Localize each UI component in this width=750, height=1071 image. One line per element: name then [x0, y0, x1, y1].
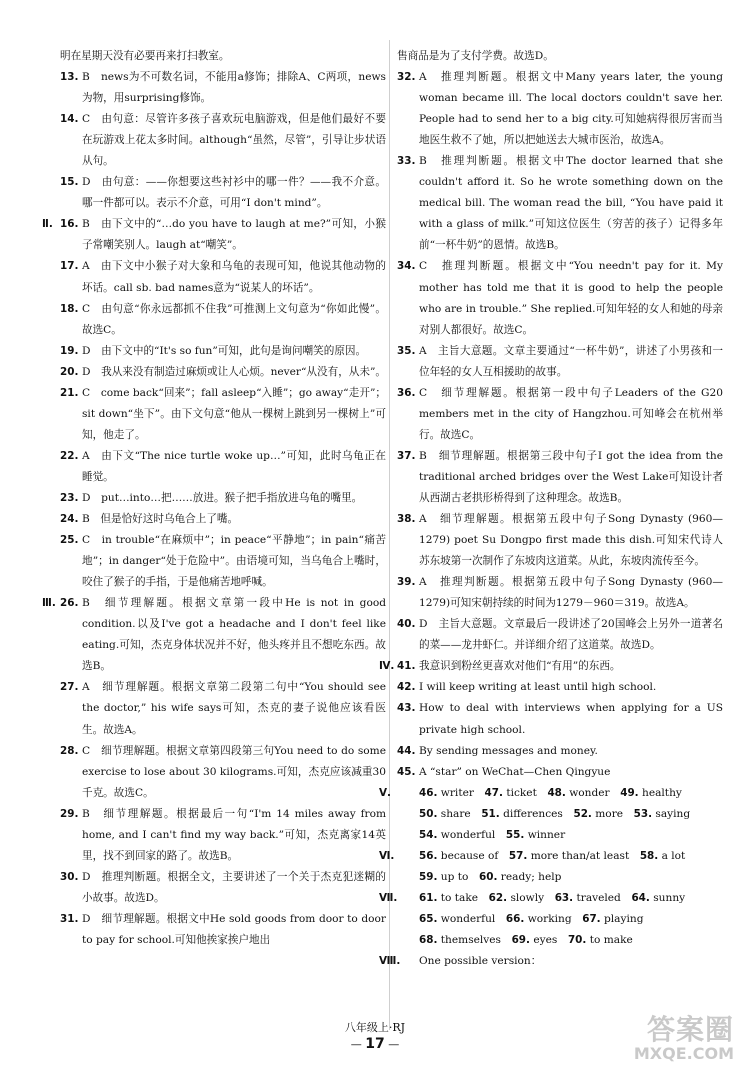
question-number: 57. — [508, 849, 528, 862]
question-number: 29. — [60, 807, 79, 820]
answer-word: to take — [440, 891, 479, 904]
watermark-logo — [598, 1008, 738, 1066]
answer-word: a lot — [661, 849, 686, 862]
vocab-row — [379, 951, 723, 972]
question-number: 66. — [505, 912, 525, 925]
answer-entry — [379, 656, 723, 677]
question-number: 55. — [505, 828, 525, 841]
answer-word: playing — [604, 912, 644, 925]
question-number: 65. — [419, 912, 438, 925]
answer-text: 售商品是为了支付学费。故选D。 — [397, 50, 554, 62]
answer-entry — [60, 299, 386, 341]
question-number: 49. — [620, 786, 639, 799]
answer-text: C 由句意“你永远都抓不住我”可推测上文句意为“你如此慢”。故选C。 — [82, 302, 386, 336]
answer-word: sunny — [653, 891, 686, 904]
question-number: 46. — [419, 786, 438, 799]
answer-entry — [397, 762, 723, 783]
vocab-row — [379, 783, 723, 804]
answer-word: share — [440, 807, 471, 820]
question-number: 23. — [60, 491, 79, 504]
answer-entry — [60, 867, 386, 909]
answer-word: saying — [655, 807, 691, 820]
answer-text: A 由下文中小猴子对大象和乌龟的表现可知，他说其他动物的坏话。call sb. bad names意为“说某人的坏话”。 — [82, 260, 386, 294]
answer-entry — [42, 214, 386, 256]
question-number: 47. — [484, 786, 503, 799]
answer-word: wonderful — [440, 828, 496, 841]
question-number: 36. — [397, 386, 416, 399]
answer-word: eyes — [533, 933, 558, 946]
question-number: 52. — [573, 807, 592, 820]
answer-entry — [60, 509, 386, 530]
vocab-block — [379, 783, 723, 972]
answer-text: D 推理判断题。根据全文，主要讲述了一个关于杰克犯迷糊的小故事。故选D。 — [82, 870, 386, 904]
answer-word: more than/at least — [530, 849, 630, 862]
question-number: 56. — [419, 849, 438, 862]
dash-right: — — [388, 1038, 400, 1051]
question-number: 21. — [60, 386, 79, 399]
question-number: 24. — [60, 513, 79, 526]
answer-word: ticket — [506, 786, 537, 799]
answer-entry — [60, 256, 386, 298]
answer-entry — [397, 741, 723, 762]
answer-text: I will keep writing at least until high school. — [419, 681, 657, 694]
answer-word: writer — [440, 786, 474, 799]
question-number: 22. — [60, 449, 79, 462]
question-number: 44. — [397, 744, 416, 757]
answer-word: working — [527, 912, 572, 925]
section-numeral: Ⅱ. — [42, 218, 53, 231]
answer-word: themselves — [440, 933, 501, 946]
answer-word: winner — [527, 828, 566, 841]
question-number: 62. — [488, 891, 508, 904]
question-number: 15. — [60, 176, 79, 189]
section-numeral: Ⅳ. — [379, 660, 395, 673]
answer-entry — [397, 151, 723, 256]
answer-word: healthy — [642, 786, 682, 799]
answer-text: B 由下文中的“…do you have to laugh at me?”可知，小猴子常嘲笑别人。laugh at“嘲笑”。 — [82, 218, 386, 252]
answer-word: up to — [440, 870, 469, 883]
question-number: 19. — [60, 344, 79, 357]
answer-entry — [397, 67, 723, 151]
answer-entry — [60, 172, 386, 214]
answer-text: A 主旨大意题。文章主要通过“一杯牛奶”，讲述了小男孩和一位年轻的女人互相援助的故事。 — [419, 344, 723, 378]
answer-word: wonder — [569, 786, 610, 799]
answer-text: A 细节理解题。根据第五段中句子Song Dynasty (960—1279) poet Su Dongpo first made this dish.可知宋代诗人苏东坡第一次制作了东坡肉这道菜。从此，东坡肉流传至今。 — [419, 513, 723, 568]
answer-entry — [397, 256, 723, 340]
question-number: 69. — [511, 933, 530, 946]
answer-text: B 细节理解题。根据最后一句“I'm 14 miles away from home, and I can't find my way back.”可知，杰克离家14英里，找不到回家的路了。故选B。 — [82, 807, 386, 862]
answer-text: A 推理判断题。根据文中Many years later, the young woman became ill. The local doctors couldn't save her. People had to send her to a big city.可知她病得很厉害而当地医生救不了她，所以把她送去大城市医治，故选A。 — [419, 71, 723, 147]
answer-entry — [60, 804, 386, 867]
answer-text: B 细节理解题。根据第三段中句子I got the idea from the traditional arched bridges over the West Lake可知设计者从西湖古老拱形桥得到了这种理念。故选B。 — [419, 449, 723, 504]
dash-left: — — [350, 1038, 362, 1051]
answer-text: C 细节理解题。根据第一段中句子Leaders of the G20 members met in the city of Hangzhou.可知峰会在杭州举行。故选C。 — [419, 386, 723, 441]
vocab-row — [379, 888, 723, 909]
question-number: 53. — [633, 807, 653, 820]
answer-entry — [397, 446, 723, 509]
question-number: 67. — [582, 912, 601, 925]
question-number: 30. — [60, 870, 79, 883]
question-number: 39. — [397, 576, 416, 589]
answer-text: A 推理判断题。根据第五段中句子Song Dynasty (960—1279)可知宋朝持续的时间为1279－960＝319。故选A。 — [419, 576, 723, 610]
answer-word: ready; help — [500, 870, 562, 883]
answer-entry — [60, 677, 386, 740]
answer-text: How to deal with interviews when applying for a US private high school. — [419, 702, 723, 736]
question-number: 70. — [567, 933, 587, 946]
answer-word: because of — [440, 849, 499, 862]
watermark-url: MXQE.COM — [633, 1044, 734, 1063]
watermark-text: 答案圈 — [646, 1013, 734, 1046]
question-number: 45. — [397, 765, 416, 778]
column-divider — [389, 40, 390, 1030]
question-number: 42. — [397, 681, 416, 694]
vocab-row — [397, 804, 723, 825]
section-numeral: Ⅲ. — [42, 597, 56, 610]
answer-entry — [397, 46, 723, 67]
answer-text: C 推理判断题。根据文中“You needn't pay for it. My mother has told me that it is good to help the people who are in trouble.” She replied.可知年轻的女人和她的母亲对别人都很好。故选C。 — [419, 260, 723, 336]
answer-text: D 主旨大意题。文章最后一段讲述了20国峰会上另外一道著名的菜——龙井虾仁。并详细介绍了这道菜。故选D。 — [419, 618, 723, 652]
right-column — [379, 46, 723, 972]
question-number: 64. — [631, 891, 650, 904]
answer-text: D 细节理解题。根据文中He sold goods from door to door to pay for school.可知他挨家挨户地出 — [82, 912, 386, 946]
section-numeral: Ⅷ. — [379, 955, 401, 968]
question-number: 28. — [60, 744, 79, 757]
answer-word: slowly — [510, 891, 545, 904]
question-number: 33. — [397, 155, 416, 168]
answer-entry — [397, 572, 723, 614]
answer-text: D 我从来没有制造过麻烦或让人心烦。never“从没有，从未”。 — [82, 365, 386, 378]
answer-entry — [60, 362, 386, 383]
question-number: 14. — [60, 113, 79, 126]
vocab-row — [397, 867, 723, 888]
answer-text: A 由下文“The nice turtle woke up…”可知，此时乌龟正在睡觉。 — [82, 449, 386, 483]
answer-word: more — [595, 807, 624, 820]
answer-text: B 但是恰好这时乌龟合上了嘴。 — [82, 513, 239, 526]
answer-entry — [397, 383, 723, 446]
question-number: 63. — [554, 891, 574, 904]
question-number: 43. — [397, 702, 416, 715]
answer-word: differences — [503, 807, 563, 820]
answer-entry — [60, 488, 386, 509]
answer-word: wonderful — [440, 912, 496, 925]
question-number: 59. — [419, 870, 438, 883]
answer-text: C in trouble“在麻烦中”；in peace“平静地”；in pain“痛苦地”；in danger“处于危险中”。由语境可知，当乌龟合上嘴时，咬住了猴子的手指，于是他痛苦地呼喊。 — [82, 534, 386, 589]
question-number: 60. — [479, 870, 498, 883]
answer-entry — [397, 677, 723, 698]
question-number: 20. — [60, 365, 79, 378]
question-number: 27. — [60, 681, 79, 694]
page-number: 17 — [365, 1036, 385, 1052]
vocab-row — [397, 909, 723, 930]
answer-entry — [60, 341, 386, 362]
answer-text: C 由句意：尽管许多孩子喜欢玩电脑游戏，但是他们最好不要在玩游戏上花太多时间。although“虽然，尽管”，引导让步状语从句。 — [82, 113, 386, 168]
question-number: 17. — [60, 260, 79, 273]
question-number: 35. — [397, 344, 416, 357]
answer-text: By sending messages and money. — [419, 744, 598, 757]
question-number: 32. — [397, 71, 416, 84]
question-number: 50. — [419, 807, 438, 820]
section-numeral: Ⅵ. — [379, 849, 395, 862]
answer-text: C 细节理解题。根据文章第四段第三句You need to do some exercise to lose about 30 kilograms.可知，杰克应该减重30千克。故选C。 — [82, 744, 386, 799]
answer-entry — [60, 530, 386, 593]
answer-entry — [60, 67, 386, 109]
answer-text: D 由句意：——你想要这些衬衫中的哪一件？——我不介意。哪一件都可以。表示不介意，可用“I don't mind”。 — [82, 176, 386, 210]
answer-entry — [397, 341, 723, 383]
question-number: 38. — [397, 513, 416, 526]
question-number: 54. — [419, 828, 438, 841]
question-number: 25. — [60, 534, 79, 547]
answer-entry — [60, 446, 386, 488]
question-number: 41. — [397, 660, 416, 673]
question-number: 40. — [397, 618, 416, 631]
question-number: 34. — [397, 260, 416, 273]
answer-text: C come back“回来”；fall asleep“入睡”；go away“走开”；sit down“坐下”。由下文句意“他从一棵树上跳到另一棵树上”可知，他走了。 — [82, 386, 386, 441]
answer-word: traveled — [576, 891, 621, 904]
answer-entry — [397, 614, 723, 656]
answer-text: 明在星期天没有必要再来打扫教室。 — [60, 50, 230, 62]
answer-text: B 推理判断题。根据文中The doctor learned that she couldn't afford it. So he wrote something down on the medical bill. The woman read the bill, “You have paid it with a glass of milk.”可知这位医生（穷苦的孩子）记得多年前“一杯牛奶”的恩情。故选B。 — [419, 155, 723, 252]
answer-text: D 由下文中的“It's so fun”可知，此句是询问嘲笑的原因。 — [82, 344, 367, 357]
answer-entry — [60, 46, 386, 67]
question-number: 61. — [419, 891, 438, 904]
answer-entry — [42, 593, 386, 677]
answer-entry — [397, 698, 723, 740]
answer-entry — [60, 383, 386, 446]
question-number: 13. — [60, 71, 79, 84]
left-column — [42, 46, 386, 951]
section-numeral: Ⅶ. — [379, 891, 398, 904]
answer-text: B news为不可数名词，不能用a修饰；排除A、C两项，news为物，用surprising修饰。 — [82, 71, 386, 105]
answer-entry — [60, 109, 386, 172]
section-numeral: Ⅴ. — [379, 786, 391, 799]
answer-text: A “star” on WeChat—Chen Qingyue — [419, 765, 611, 778]
answer-word: One possible version： — [419, 955, 542, 968]
vocab-row — [397, 930, 723, 951]
question-number: 31. — [60, 912, 79, 925]
question-number: 58. — [639, 849, 659, 862]
answer-word: to make — [589, 933, 633, 946]
question-number: 51. — [481, 807, 500, 820]
answer-entry — [397, 509, 723, 572]
question-number: 18. — [60, 302, 79, 315]
grade-label: 八年级上·RJ — [344, 1021, 406, 1034]
answer-entry — [60, 909, 386, 951]
question-number: 68. — [419, 933, 438, 946]
question-number: 16. — [60, 218, 79, 231]
answer-text: 我意识到粉丝更喜欢对他们“有用”的东西。 — [419, 660, 621, 673]
answer-text: D put…into…把……放进。猴子把手指放进乌龟的嘴里。 — [82, 491, 363, 504]
question-number: 26. — [60, 597, 79, 610]
answer-entry — [60, 741, 386, 804]
question-number: 37. — [397, 449, 416, 462]
answer-text: A 细节理解题。根据文章第二段第二句中“You should see the doctor,” his wife says可知，杰克的妻子说他应该看医生。故选A。 — [82, 681, 386, 736]
vocab-row — [379, 846, 723, 867]
vocab-row — [397, 825, 723, 846]
question-number: 48. — [547, 786, 566, 799]
answer-text: B 细节理解题。根据文章第一段中He is not in good condition.以及I've got a headache and I don't feel like eating.可知，杰克身体状况并不好，他头疼并且不想吃东西。故选B。 — [82, 597, 386, 673]
